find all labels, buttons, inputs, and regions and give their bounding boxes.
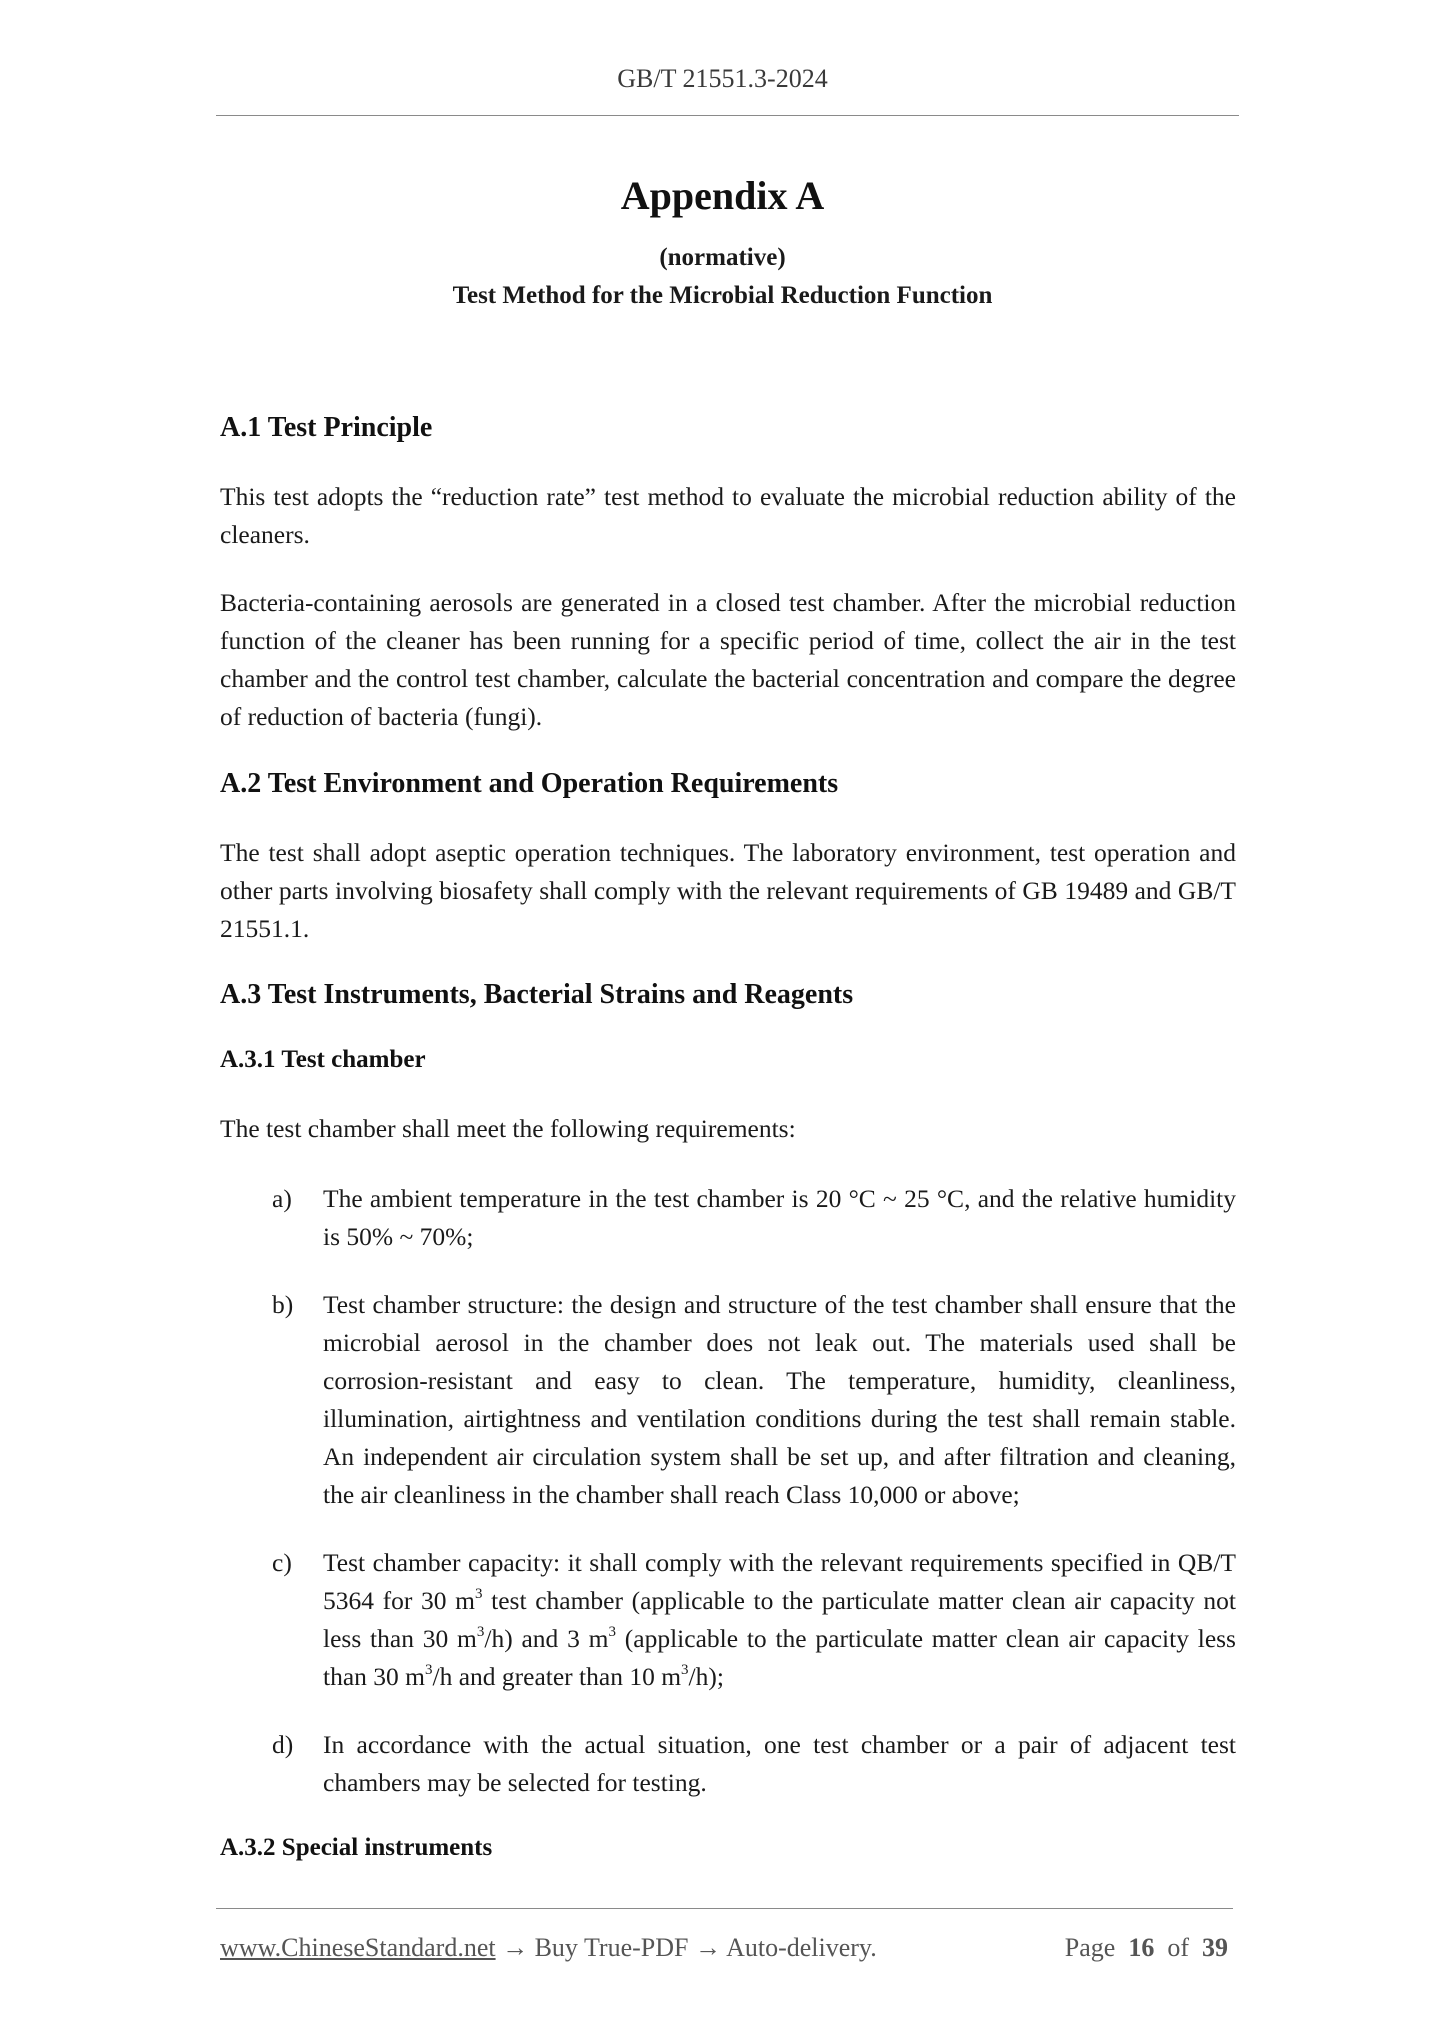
buy-true-pdf-link: Buy True-PDF	[534, 1933, 689, 1962]
site-link[interactable]: www.ChineseStandard.net	[220, 1933, 496, 1962]
list-text: Test chamber capacity: it shall comply with the relevant requirements specified in QB/T 5364 for 30 $m^3$ test chamber (applicable to the particulate matter clean air capacity not less than 30 $m^3/h$) and 3 $m^3$ (applicable to the particulate matter clean air capacity less than 30 $m^3/h$ and greater than 10 $m^3/h$);	[323, 1548, 1236, 1691]
list-text: The ambient temperature in the test chamber is 20 °C ~ 25 °C, and the relative humidity is 50% ~ 70%;	[323, 1184, 1236, 1251]
header-rule	[216, 115, 1239, 116]
paragraph-a3-1-intro: The test chamber shall meet the following requirements:	[220, 1114, 796, 1143]
list-label: d)	[272, 1730, 294, 1759]
list-text: In accordance with the actual situation, one test chamber or a pair of adjacent test chambers may be selected for testing.	[323, 1730, 1236, 1797]
appendix-title: Appendix A	[620, 173, 825, 218]
footer-links	[220, 1933, 877, 1963]
list-item-b	[220, 1286, 1236, 1514]
appendix-subtitle: Test Method for the Microbial Reduction Function	[452, 282, 993, 309]
heading-a3-2: A.3.2 Special instruments	[220, 1834, 493, 1861]
heading-a3-1: A.3.1 Test chamber	[220, 1046, 426, 1073]
heading-a1: A.1 Test Principle	[220, 412, 433, 443]
page-total: 39	[1202, 1933, 1228, 1962]
arrow-right-icon: →	[502, 1933, 529, 1962]
paragraph-a1-1: This test adopts the “reduction rate” test method to evaluate the microbial reduction ability of the cleaners.	[220, 482, 1236, 549]
footer-rule	[216, 1908, 1233, 1909]
arrow-right-icon: →	[695, 1933, 721, 1962]
list-item-a	[220, 1180, 1236, 1256]
auto-delivery-text: Auto-delivery.	[726, 1933, 877, 1962]
heading-a2: A.2 Test Environment and Operation Requirements	[220, 768, 839, 799]
list-item-d	[220, 1726, 1236, 1802]
page-number: 16	[1128, 1933, 1155, 1962]
heading-a3: A.3 Test Instruments, Bacterial Strains and Reagents	[220, 979, 854, 1010]
list-label: a)	[272, 1184, 292, 1213]
list-item-c	[220, 1544, 1236, 1696]
appendix-type: (normative)	[659, 244, 786, 271]
list-label: c)	[272, 1548, 292, 1577]
page-indicator: Page 16 of 39	[1064, 1933, 1228, 1962]
paragraph-a1-2: Bacteria-containing aerosols are generated in a closed test chamber. After the microbial reduction function of the cleaner has been running for a specific period of time, collect the air in the test chamber and the control test chamber, calculate the bacterial concentration and compare the degree of reduction of bacteria (fungi).	[220, 588, 1236, 731]
paragraph-a2-1: The test shall adopt aseptic operation techniques. The laboratory environment, test operation and other parts involving biosafety shall comply with the relevant requirements of GB 19489 and GB/T 21551.1.	[220, 838, 1236, 943]
running-header: GB/T 21551.3-2024	[617, 64, 828, 93]
list-text: Test chamber structure: the design and structure of the test chamber shall ensure that the microbial aerosol in the chamber does not leak out. The materials used shall be corrosion-resistant and easy to clean. The temperature, humidity, cleanliness, illumination, airtightness and ventilation conditions during the test shall remain stable. An independent air circulation system shall be set up, and after filtration and cleaning, the air cleanliness in the chamber shall reach Class 10,000 or above;	[323, 1290, 1236, 1509]
list-label: b)	[272, 1290, 294, 1319]
